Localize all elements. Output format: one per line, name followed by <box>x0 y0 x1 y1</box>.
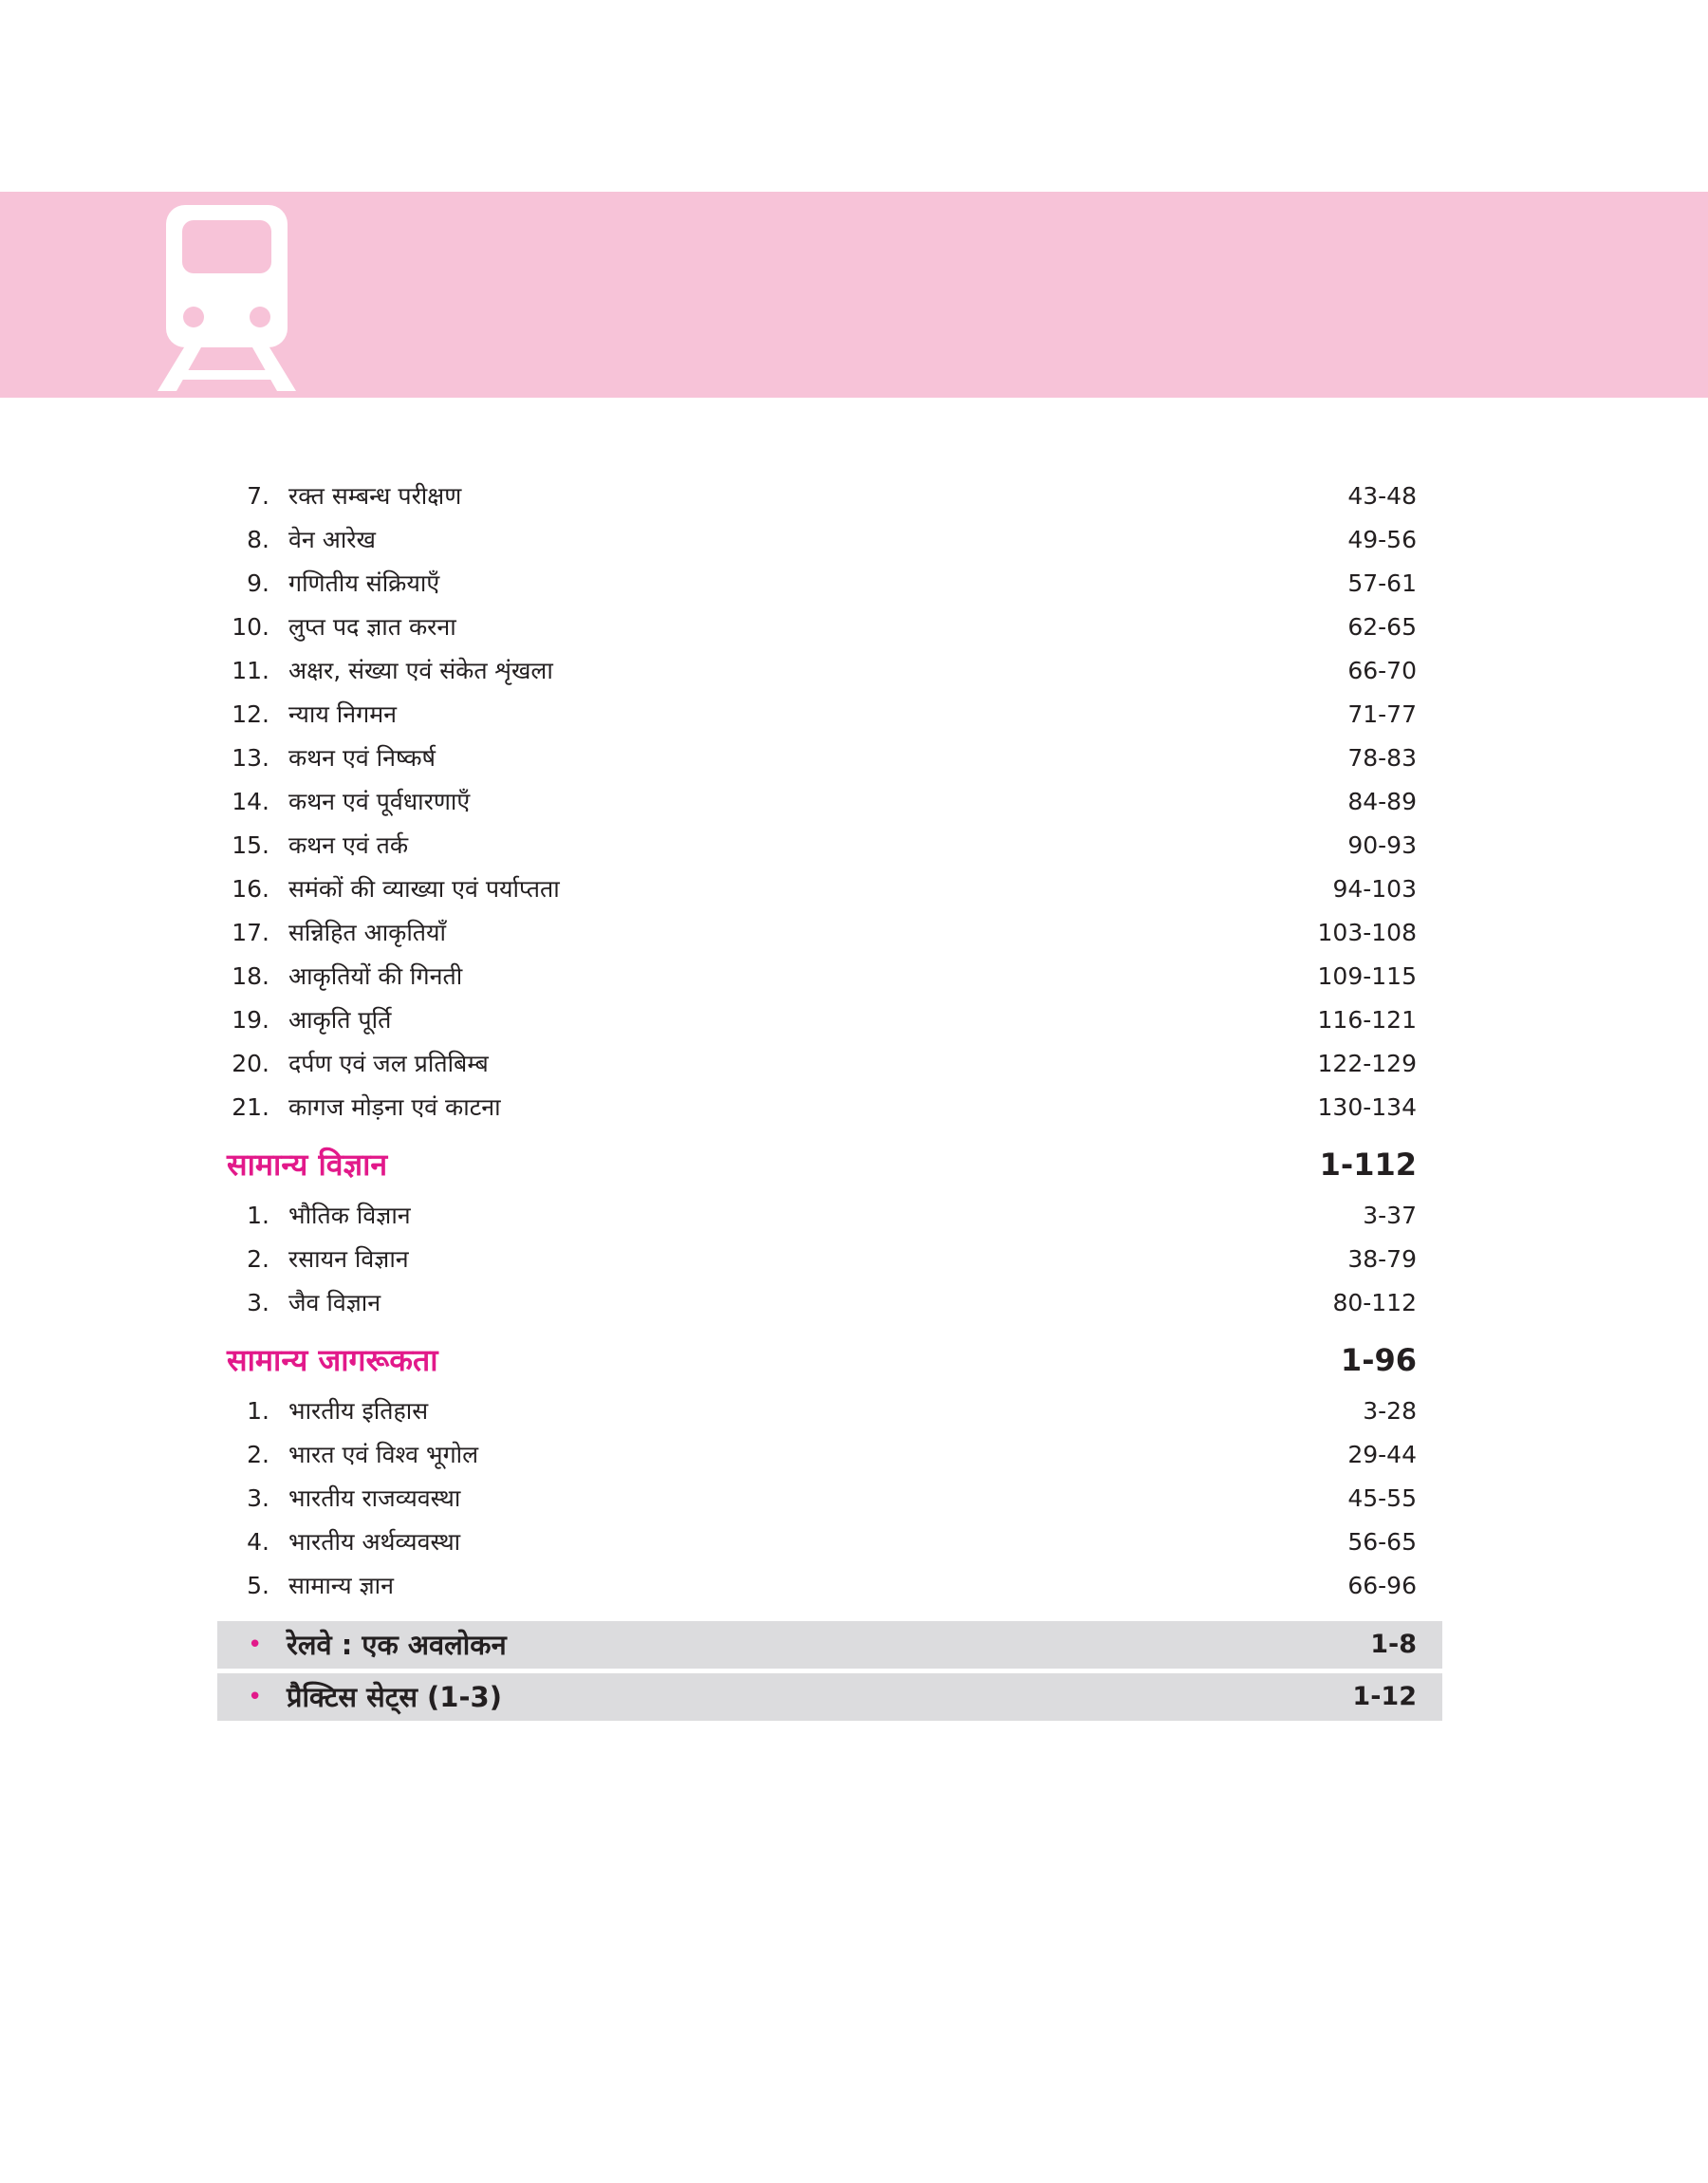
entry-title: कागज मोड़ना एवं काटना <box>288 1093 501 1121</box>
entry-pages: 49-56 <box>1347 526 1417 553</box>
toc-entry <box>217 1433 1442 1477</box>
entry-pages: 57-61 <box>1347 569 1417 597</box>
section-header-science <box>217 1139 1442 1190</box>
toc-entry <box>217 868 1442 911</box>
entry-number: 3. <box>247 1484 269 1512</box>
entry-pages: 43-48 <box>1347 482 1417 510</box>
reasoning-list <box>217 475 1442 1129</box>
entry-number: 11. <box>232 657 269 684</box>
toc-entry <box>217 780 1442 824</box>
entry-number: 12. <box>232 700 269 728</box>
toc-entry <box>217 998 1442 1042</box>
toc-entry <box>217 1281 1442 1325</box>
entry-pages: 122-129 <box>1317 1050 1417 1077</box>
entry-number: 7. <box>247 482 269 510</box>
extra-entry-railway <box>217 1621 1442 1669</box>
entry-pages: 29-44 <box>1347 1441 1417 1468</box>
entry-pages: 56-65 <box>1347 1528 1417 1556</box>
entry-pages: 94-103 <box>1332 875 1417 903</box>
bullet: • <box>248 1683 263 1711</box>
entry-number: 8. <box>247 526 269 553</box>
entry-title: भारतीय इतिहास <box>288 1397 429 1425</box>
entry-title: कथन एवं पूर्वधारणाएँ <box>288 788 471 815</box>
entry-number: 19. <box>232 1006 269 1034</box>
entry-number: 17. <box>232 919 269 946</box>
entry-pages: 78-83 <box>1347 744 1417 772</box>
toc-entry <box>217 1477 1442 1521</box>
toc-entry <box>217 911 1442 955</box>
entry-pages: 38-79 <box>1347 1245 1417 1273</box>
entry-pages: 116-121 <box>1317 1006 1417 1034</box>
toc-entry <box>217 693 1442 737</box>
toc-entry <box>217 1390 1442 1433</box>
entry-pages: 66-96 <box>1347 1572 1417 1599</box>
entry-pages: 66-70 <box>1347 657 1417 684</box>
entry-title: भारत एवं विश्व भूगोल <box>288 1441 479 1468</box>
section-pages: 1-112 <box>1319 1147 1417 1183</box>
entry-number: 1. <box>247 1397 269 1425</box>
entry-pages: 109-115 <box>1317 962 1417 990</box>
entry-title: वेन आरेख <box>288 526 376 553</box>
entry-pages: 84-89 <box>1347 788 1417 815</box>
toc-entry <box>217 955 1442 998</box>
entry-number: 2. <box>247 1441 269 1468</box>
extra-pages: 1-8 <box>1370 1630 1417 1659</box>
entry-title: आकृति पूर्ति <box>288 1006 392 1034</box>
toc-entry <box>217 1194 1442 1238</box>
section-pages: 1-96 <box>1340 1342 1417 1378</box>
entry-number: 9. <box>247 569 269 597</box>
entry-number: 13. <box>232 744 269 772</box>
entry-title: सामान्य ज्ञान <box>288 1572 394 1599</box>
entry-pages: 71-77 <box>1347 700 1417 728</box>
entry-number: 15. <box>232 831 269 859</box>
entry-title: भौतिक विज्ञान <box>288 1202 411 1229</box>
entry-pages: 45-55 <box>1347 1484 1417 1512</box>
toc-entry <box>217 606 1442 649</box>
entry-title: रसायन विज्ञान <box>288 1245 409 1273</box>
entry-title: दर्पण एवं जल प्रतिबिम्ब <box>288 1050 489 1077</box>
extra-entry-practice-sets <box>217 1673 1442 1721</box>
entry-number: 21. <box>232 1093 269 1121</box>
entry-title: जैव विज्ञान <box>288 1289 381 1316</box>
entry-pages: 3-28 <box>1363 1397 1417 1425</box>
entry-pages: 80-112 <box>1332 1289 1417 1316</box>
awareness-list <box>217 1390 1442 1608</box>
toc-entry <box>217 824 1442 868</box>
toc-entry <box>217 1564 1442 1608</box>
toc-entry <box>217 1086 1442 1129</box>
section-title: सामान्य जागरूकता <box>227 1342 438 1378</box>
entry-title: कथन एवं तर्क <box>288 831 409 859</box>
entry-number: 10. <box>232 613 269 641</box>
toc-entry <box>217 737 1442 780</box>
toc-entry <box>217 649 1442 693</box>
entry-title: कथन एवं निष्कर्ष <box>288 744 436 772</box>
entry-title: गणितीय संक्रियाएँ <box>288 569 440 597</box>
toc-entry <box>217 1521 1442 1564</box>
entry-title: रक्त सम्बन्ध परीक्षण <box>288 482 462 510</box>
entry-number: 1. <box>247 1202 269 1229</box>
entry-number: 18. <box>232 962 269 990</box>
entry-title: न्याय निगमन <box>288 700 398 728</box>
entry-pages: 3-37 <box>1363 1202 1417 1229</box>
toc-entry <box>217 475 1442 518</box>
entry-title: सन्निहित आकृतियाँ <box>288 919 447 946</box>
entry-number: 14. <box>232 788 269 815</box>
entry-pages: 62-65 <box>1347 613 1417 641</box>
extra-title: प्रैक्टिस सेट्स (1-3) <box>287 1681 502 1713</box>
section-title: सामान्य विज्ञान <box>227 1147 388 1183</box>
extra-title: रेलवे : एक अवलोकन <box>287 1629 507 1661</box>
entry-number: 16. <box>232 875 269 903</box>
entry-title: भारतीय अर्थव्यवस्था <box>288 1528 461 1556</box>
science-list <box>217 1194 1442 1325</box>
train-icon <box>156 201 298 391</box>
toc-entry <box>217 562 1442 606</box>
entry-number: 4. <box>247 1528 269 1556</box>
entry-number: 2. <box>247 1245 269 1273</box>
entry-pages: 130-134 <box>1317 1093 1417 1121</box>
entry-title: समंकों की व्याख्या एवं पर्याप्तता <box>288 875 560 903</box>
entry-title: भारतीय राजव्यवस्था <box>288 1484 461 1512</box>
entry-title: लुप्त पद ज्ञात करना <box>288 613 456 641</box>
entry-number: 3. <box>247 1289 269 1316</box>
toc-entry <box>217 518 1442 562</box>
entry-number: 5. <box>247 1572 269 1599</box>
entry-pages: 90-93 <box>1347 831 1417 859</box>
toc-entry <box>217 1042 1442 1086</box>
entry-number: 20. <box>232 1050 269 1077</box>
table-of-contents <box>217 475 1442 1721</box>
section-header-awareness <box>217 1334 1442 1386</box>
extra-pages: 1-12 <box>1352 1682 1417 1711</box>
toc-entry <box>217 1238 1442 1281</box>
entry-pages: 103-108 <box>1317 919 1417 946</box>
bullet: • <box>248 1631 263 1659</box>
entry-title: अक्षर, संख्या एवं संकेत शृंखला <box>288 657 553 684</box>
entry-title: आकृतियों की गिनती <box>288 962 463 990</box>
